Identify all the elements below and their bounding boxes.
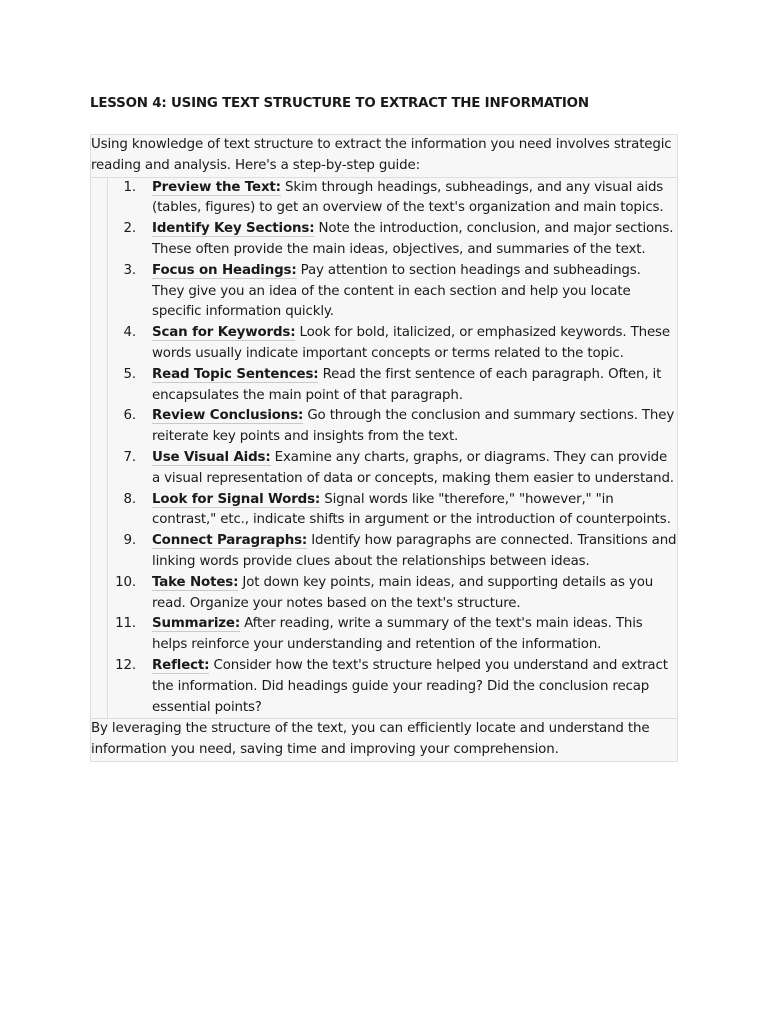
step-body (152, 614, 677, 656)
step-text: Jot down key points, main ideas, and supporting details as you read. Organize your notes based on the text's structure. (152, 574, 654, 611)
step-number: 10. (115, 574, 136, 590)
step-term: Focus on Headings: (152, 262, 297, 278)
step-number: 8. (123, 491, 136, 507)
list-item (107, 614, 677, 656)
list-item (107, 365, 677, 407)
list-item (107, 178, 677, 220)
closing-paragraph: By leveraging the structure of the text, you can efficiently locate and understand the information you need, saving time and improving your comprehension. (91, 718, 677, 761)
step-term: Use Visual Aids: (152, 449, 271, 465)
step-number: 1. (123, 179, 136, 195)
step-term: Reflect: (152, 657, 210, 673)
step-body (152, 219, 677, 261)
step-term: Scan for Keywords: (152, 325, 296, 341)
step-term: Read Topic Sentences: (152, 366, 319, 382)
intro-paragraph: Using knowledge of text structure to extract the information you need involves strategic reading and analysis. Here's a step-by-step guide: (91, 135, 677, 178)
step-text: Examine any charts, graphs, or diagrams. They can provide a visual representation of data or concepts, making them easier to understand. (152, 449, 674, 486)
step-text: Signal words like "therefore," "however," "in contrast," etc., indicate shifts in argument or the introduction of counterpoints. (152, 491, 671, 528)
step-term: Summarize: (152, 616, 241, 632)
list-item (107, 219, 677, 261)
step-number: 2. (123, 221, 136, 237)
list-item (107, 573, 677, 615)
step-body (152, 365, 677, 407)
list-item (107, 261, 677, 323)
step-number: 9. (123, 533, 136, 549)
lesson-title: LESSON 4: USING TEXT STRUCTURE TO EXTRACT THE INFORMATION (90, 96, 589, 111)
step-text: After reading, write a summary of the text's main ideas. This helps reinforce your understanding and retention of the information. (152, 616, 643, 653)
step-body (152, 531, 677, 573)
step-number: 11. (115, 616, 136, 632)
step-number: 5. (123, 366, 136, 382)
step-term: Review Conclusions: (152, 408, 304, 424)
list-item (107, 490, 677, 532)
step-term: Preview the Text: (152, 179, 281, 195)
steps-list (91, 178, 677, 719)
step-number: 12. (115, 657, 136, 673)
step-text: Consider how the text's structure helped you understand and extract the information. Did headings guide your reading? Did the conclusion recap essential points? (152, 657, 668, 715)
list-item (107, 323, 677, 365)
step-body (152, 573, 677, 615)
step-term: Identify Key Sections: (152, 221, 315, 237)
step-number: 6. (123, 408, 136, 424)
step-number: 4. (123, 325, 136, 341)
step-body (152, 448, 677, 490)
step-body (152, 178, 677, 220)
step-body (152, 490, 677, 532)
step-text: Read the first sentence of each paragraph. Often, it encapsulates the main point of that paragraph. (152, 366, 662, 403)
step-text: Skim through headings, subheadings, and any visual aids (tables, figures) to get an overview of the text's organization and main topics. (152, 179, 664, 216)
content-block (90, 134, 678, 762)
document-page (90, 94, 678, 762)
step-term: Look for Signal Words: (152, 491, 321, 507)
step-body (152, 406, 677, 448)
step-term: Take Notes: (152, 574, 239, 590)
step-body (152, 656, 677, 718)
step-body (152, 261, 677, 323)
step-text: Look for bold, italicized, or emphasized keywords. These words usually indicate important concepts or terms related to the topic. (152, 325, 670, 361)
step-text: Pay attention to section headings and subheadings. They give you an idea of the content in each section and help you locate specific information quickly. (152, 262, 641, 320)
list-item (107, 531, 677, 573)
step-number: 3. (123, 262, 136, 278)
step-number: 7. (123, 449, 136, 465)
step-text: Identify how paragraphs are connected. Transitions and linking words provide clues about the relationships between ideas. (152, 533, 677, 569)
step-text: Go through the conclusion and summary sections. They reiterate key points and insights from the text. (152, 408, 675, 445)
list-item (107, 406, 677, 448)
list-item (107, 656, 677, 718)
step-text: Note the introduction, conclusion, and major sections. These often provide the main ideas, objectives, and summaries of the text. (152, 221, 674, 257)
list-item (107, 448, 677, 490)
step-body (152, 323, 677, 365)
step-term: Connect Paragraphs: (152, 533, 308, 549)
